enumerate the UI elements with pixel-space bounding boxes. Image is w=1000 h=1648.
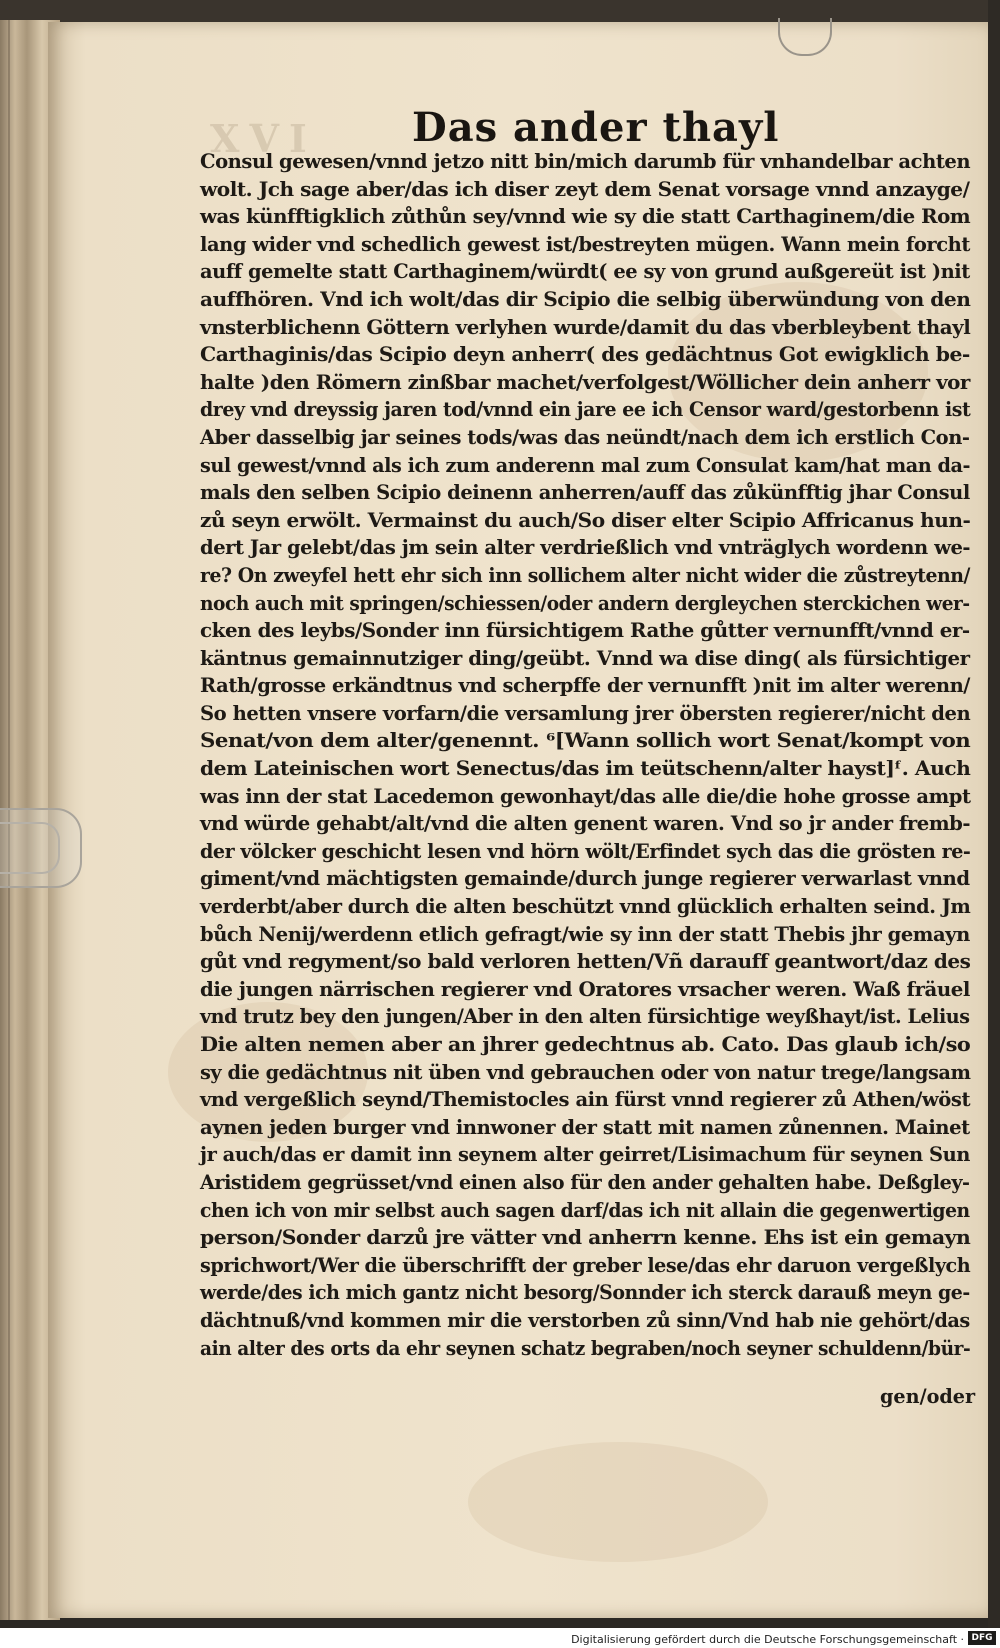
text-line: Rath/grosse erkändtnus vnd scherpffe der vernunfft )nit im alter werenn/ [200, 674, 970, 698]
text-line: lang wider vnd schedlich gewest ist/bestreyten mügen. Wann mein forcht [200, 232, 970, 256]
text-line: wolt. Jch sage aber/das ich diser zeyt dem Senat vorsage vnnd anzayge/ [200, 177, 970, 201]
body-text [200, 148, 980, 1362]
text-line: zů seyn erwölt. Vermainst du auch/So diser elter Scipio Affricanus hun- [200, 508, 971, 532]
text-line: ain alter des orts da ehr seynen schatz begraben/noch seyner schuldenn/bür- [200, 1336, 971, 1360]
text-line: sul gewest/vnnd als ich zum anderenn mal zum Consulat kam/hat man da- [200, 453, 971, 477]
text-line: jr auch/das er damit inn seynem alter geirret/Lisimachum für seynen Sun [200, 1143, 970, 1167]
text-line: vnsterblichenn Göttern verlyhen wurde/damit du das vberbleybent thayl [200, 315, 971, 339]
dfg-logo: DFG [968, 1631, 996, 1645]
text-line: was inn der stat Lacedemon gewonhayt/das alle die/die hohe grosse ampt [200, 784, 971, 808]
text-line: werde/des ich mich gantz nicht besorg/Sonnder ich sterck darauß meyn ge- [200, 1281, 970, 1305]
text-line: dert Jar gelebt/das jm sein alter verdrießlich vnd vnträglych wordenn we- [200, 536, 971, 560]
text-line: vnd trutz bey den jungen/Aber in den alten fürsichtige weyßhayt/ist. Lelius [200, 1005, 970, 1029]
text-line: Aber dasselbig jar seines tods/was das neündt/nach dem ich erstlich Con- [200, 425, 970, 449]
text-line: sy die gedächtnus nit üben vnd gebrauchen oder von natur trege/langsam [200, 1060, 971, 1084]
text-line: was künfftigklich zůthůn sey/vnnd wie sy die statt Carthaginem/die Rom [200, 205, 971, 229]
text-line: re? On zweyfel hett ehr sich inn sollichem alter nicht wider die zůstreytenn/ [200, 563, 970, 587]
text-line: Aristidem gegrüsset/vnd einen also für den ander gehalten habe. Deßgley- [200, 1170, 970, 1194]
text-line: Carthaginis/das Scipio deyn anherr( des gedächtnus Got ewigklich be- [200, 343, 970, 367]
text-line: Die alten nemen aber an jhrer gedechtnus ab. Cato. Das glaub ich/so [200, 1033, 971, 1056]
text-line: verderbt/aber durch die alten beschützt vnnd glücklich erhalten seind. Jm [200, 895, 971, 919]
text-line: auff gemelte statt Carthaginem/würdt( ee sy von grund außgereüt ist )nit [200, 260, 970, 284]
text-line: Consul gewesen/vnnd jetzo nitt bin/mich darumb für vnhandelbar achten [200, 150, 971, 173]
paper-stain [468, 1442, 768, 1562]
footer-credit: Digitalisierung gefördert durch die Deutsche Forschungsgemeinschaft · [571, 1633, 964, 1646]
text-line: sprichwort/Wer die überschrifft der greber lese/das ehr daruon vergeßlych [200, 1253, 971, 1277]
text-line: chen ich von mir selbst auch sagen darf/das ich nit allain die gegenwertigen [200, 1198, 970, 1222]
running-head: Das ander thayl [412, 104, 780, 151]
text-line: dem Lateinischen wort Senectus/das im teütschenn/alter hayst]ᶠ. Auch [200, 757, 971, 781]
text-line: die jungen närrischen regierer vnd Oratores vrsacher weren. Waß fräuel [200, 977, 970, 1001]
text-line: cken des leybs/Sonder inn fürsichtigem Rathe gůtter vernunfft/vnnd er- [200, 619, 970, 643]
text-line: halte )den Römern zinßbar machet/verfolgest/Wöllicher dein anherr vor [200, 370, 970, 394]
text-line: person/Sonder darzů jre vätter vnd anherrn kenne. Ehs ist ein gemayn [200, 1226, 971, 1250]
text-line: käntnus gemainnutziger ding/geübt. Vnnd wa dise ding( als fürsichtiger [200, 646, 970, 670]
text-line: vnd vergeßlich seynd/Themistocles ain fürst vnnd regierer zů Athen/wöst [200, 1088, 971, 1112]
text-line: noch auch mit springen/schiessen/oder andern dergleychen sterckichen wer- [200, 591, 970, 615]
text-line: der völcker geschicht lesen vnd hörn wölt/Erfindet sych das die grösten re- [200, 839, 971, 863]
text-line: bůch Nenij/werdenn etlich gefragt/wie sy inn der statt Thebis jhr gemayn [200, 922, 970, 946]
text-line: drey vnd dreyssig jaren tod/vnnd ein jare ee ich Censor ward/gestorbenn ist [200, 398, 971, 422]
text-line: mals den selben Scipio deinenn anherren/auff das zůkünfftig jhar Consul [200, 481, 970, 505]
text-line: Senat/von dem alter/genennt. ⁶[Wann sollich wort Senat/kompt von [200, 729, 971, 753]
paper-clip-inner [0, 822, 60, 874]
text-line: auffhören. Vnd ich wolt/das dir Scipio die selbig überwündung von den [200, 287, 971, 311]
text-line: dächtnuß/vnd kommen mir die verstorben zů sinn/Vnd hab nie gehört/das [200, 1308, 970, 1332]
catchword: gen/oder [880, 1385, 976, 1408]
text-line: giment/vnd mächtigsten gemainde/durch junge regierer verwarlast vnnd [200, 867, 970, 891]
text-line: aynen jeden burger vnd innwoner der statt mit namen zůnennen. Mainet [200, 1115, 970, 1139]
text-line: gůt vnd regyment/so bald verloren hetten/Vñ darauff geantwort/daz des [200, 950, 971, 974]
footer-bar [0, 1628, 1000, 1648]
text-line: So hetten vnsere vorfarn/die versamlung jrer öbersten regierer/nicht den [200, 701, 971, 725]
show-through-page-number: XVI [210, 116, 317, 161]
text-line: vnd würde gehabt/alt/vnd die alten genent waren. Vnd so jr ander fremb- [200, 812, 971, 836]
